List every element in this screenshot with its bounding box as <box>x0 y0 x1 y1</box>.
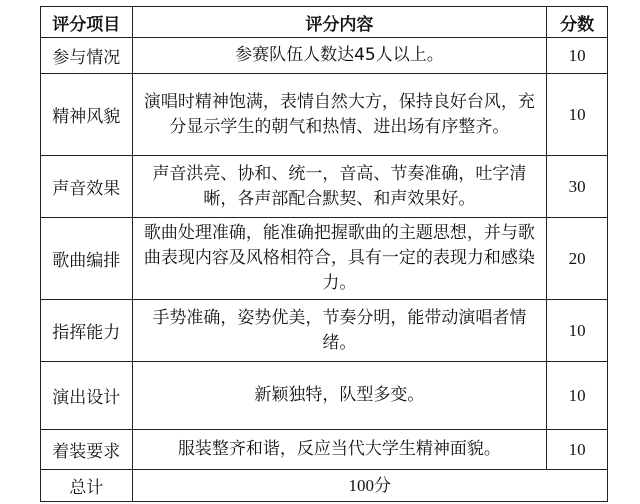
row-score: 10 <box>547 38 608 74</box>
row-item: 着装要求 <box>41 430 133 470</box>
row-score: 10 <box>547 74 608 156</box>
table-row <box>41 156 608 218</box>
total-row <box>41 470 608 502</box>
row-content: 歌曲处理准确，能准确把握歌曲的主题思想，并与歌曲表现内容及风格相符合，具有一定的表现力和感染力。 <box>132 218 547 300</box>
header-content: 评分内容 <box>132 7 547 38</box>
table-row <box>41 300 608 362</box>
row-item: 指挥能力 <box>41 300 133 362</box>
total-label: 总计 <box>41 470 133 502</box>
row-item: 参与情况 <box>41 38 133 74</box>
table-header-row <box>41 7 608 38</box>
table-row <box>41 218 608 300</box>
row-content: 参赛队伍人数达45人以上。 <box>132 38 547 74</box>
row-item: 声音效果 <box>41 156 133 218</box>
row-item: 歌曲编排 <box>41 218 133 300</box>
row-item: 演出设计 <box>41 362 133 430</box>
table-row <box>41 430 608 470</box>
row-content: 新颖独特，队型多变。 <box>132 362 547 430</box>
row-score: 10 <box>547 430 608 470</box>
header-score: 分数 <box>547 7 608 38</box>
row-content: 手势准确，姿势优美，节奏分明，能带动演唱者情绪。 <box>132 300 547 362</box>
table-row <box>41 74 608 156</box>
header-item: 评分项目 <box>41 7 133 38</box>
row-score: 10 <box>547 362 608 430</box>
scoring-table <box>40 6 608 502</box>
table-row <box>41 362 608 430</box>
row-score: 10 <box>547 300 608 362</box>
row-content: 声音洪亮、协和、统一，音高、节奏准确，吐字清晰，各声部配合默契、和声效果好。 <box>132 156 547 218</box>
row-item: 精神风貌 <box>41 74 133 156</box>
total-value: 100分 <box>132 470 607 502</box>
row-score: 20 <box>547 218 608 300</box>
row-content: 演唱时精神饱满，表情自然大方，保持良好台风，充分显示学生的朝气和热情、进出场有序整齐。 <box>132 74 547 156</box>
table-row <box>41 38 608 74</box>
row-content: 服装整齐和谐，反应当代大学生精神面貌。 <box>132 430 547 470</box>
row-score: 30 <box>547 156 608 218</box>
